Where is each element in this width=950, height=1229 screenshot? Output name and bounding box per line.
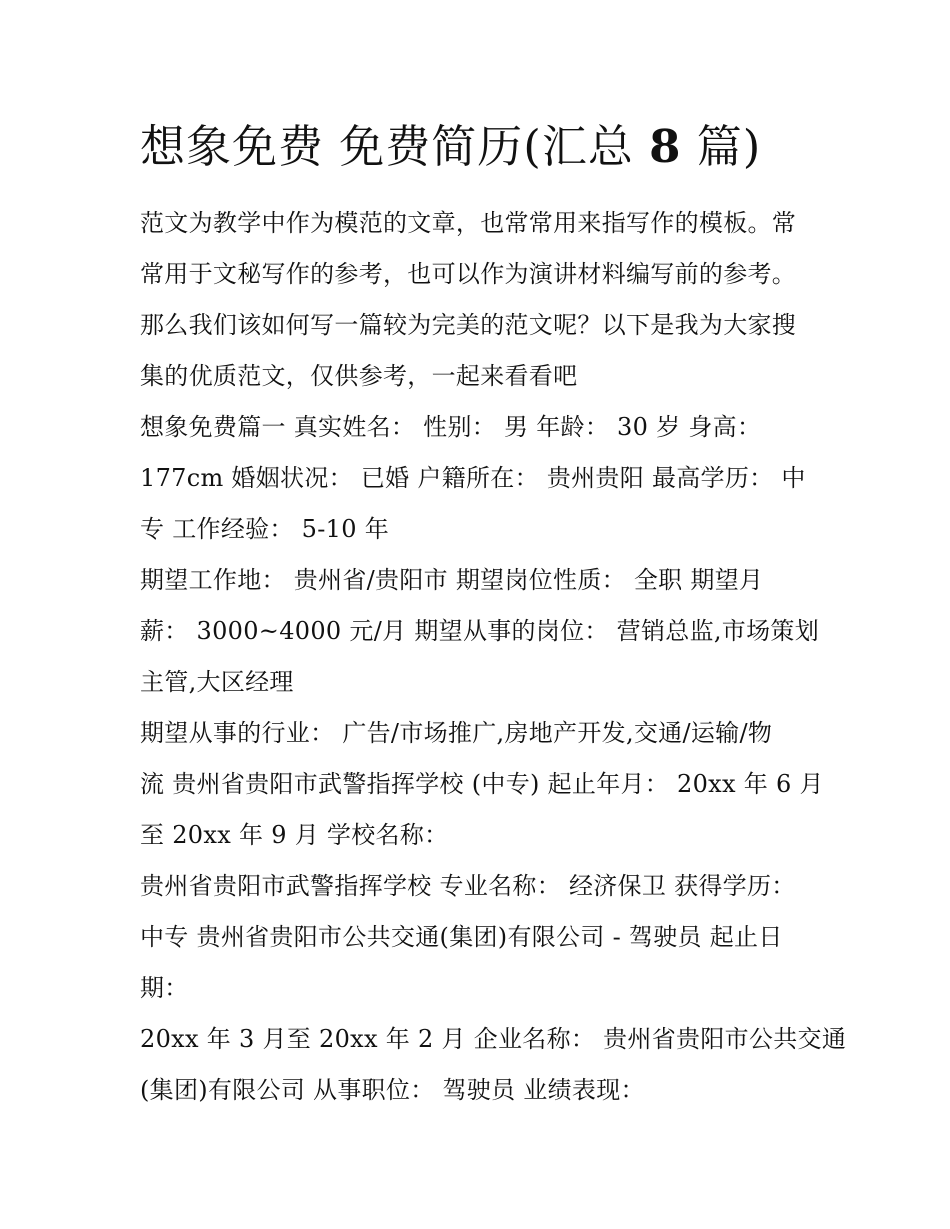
text-line: 想象免费篇一 真实姓名： 性别： 男 年龄： 30 岁 身高： <box>140 413 762 441</box>
text-line: 177cm 婚姻状况： 已婚 户籍所在： 贵州贵阳 最高学历： 中 <box>140 464 806 492</box>
text-line: 期望从事的行业： 广告/市场推广,房地产开发,交通/运输/物 <box>140 719 773 747</box>
text-line: 中专 贵州省贵阳市公共交通(集团)有限公司 - 驾驶员 起止日 <box>140 923 783 951</box>
title-text-end: 篇) <box>681 120 762 173</box>
text-line: 范文为教学中作为模范的文章，也常常用来指写作的模板。常 <box>140 209 797 237</box>
body-text <box>140 198 847 1116</box>
text-line: 主管,大区经理 <box>140 668 294 696</box>
text-line: (集团)有限公司 从事职位： 驾驶员 业绩表现： <box>140 1076 645 1104</box>
text-line: 流 贵州省贵阳市武警指挥学校 (中专) 起止年月： 20xx 年 6 月 <box>140 770 824 798</box>
text-line: 期： <box>140 974 189 1002</box>
title-number: 8 <box>649 120 682 173</box>
text-line: 至 20xx 年 9 月 学校名称： <box>140 821 449 849</box>
text-line: 期望工作地： 贵州省/贵阳市 期望岗位性质： 全职 期望月 <box>140 566 764 594</box>
text-line: 贵州省贵阳市武警指挥学校 专业名称： 经济保卫 获得学历： <box>140 872 796 900</box>
text-line: 专 工作经验： 5-10 年 <box>140 515 390 543</box>
text-line: 集的优质范文，仅供参考，一起来看看吧 <box>140 362 578 390</box>
page-title <box>140 112 761 182</box>
text-line: 20xx 年 3 月至 20xx 年 2 月 企业名称： 贵州省贵阳市公共交通 <box>140 1025 847 1053</box>
text-line: 薪： 3000~4000 元/月 期望从事的岗位： 营销总监,市场策划 <box>140 617 819 645</box>
title-text-start: 想象免费 免费简历(汇总 <box>140 120 650 173</box>
text-line: 那么我们该如何写一篇较为完美的范文呢？以下是我为大家搜 <box>140 311 797 339</box>
text-line: 常用于文秘写作的参考，也可以作为演讲材料编写前的参考。 <box>140 260 797 288</box>
